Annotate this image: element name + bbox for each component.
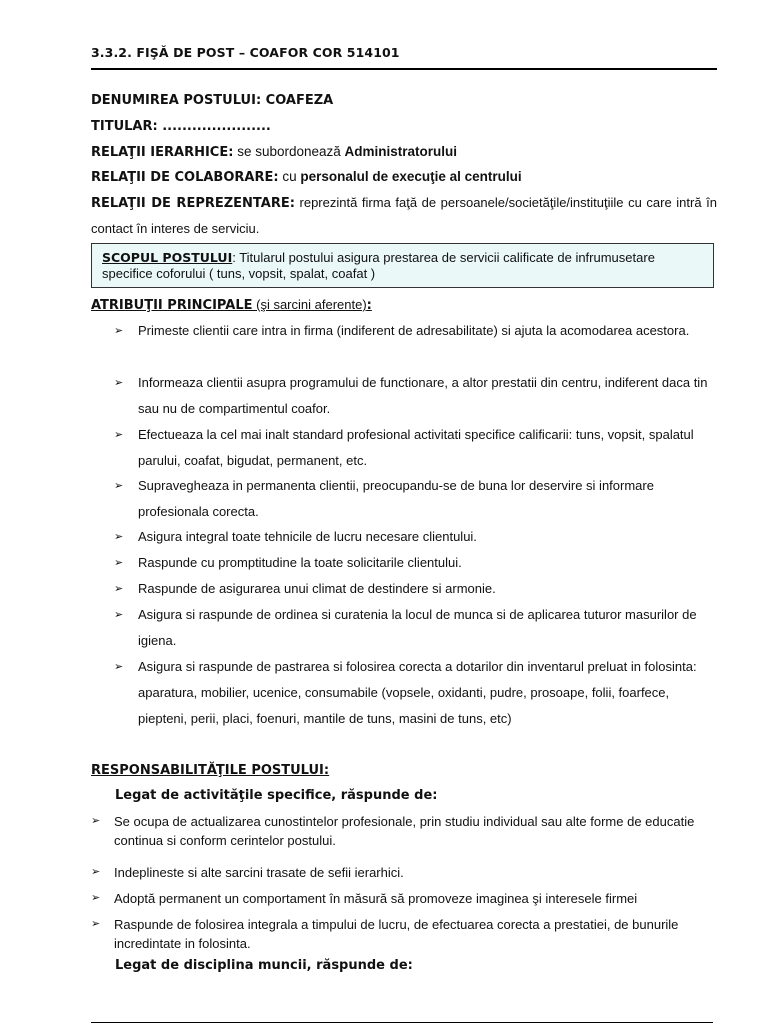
- field-label: RELAŢII IERARHICE:: [91, 145, 234, 160]
- bullet-arrow-icon: ➢: [91, 815, 101, 827]
- scope-text: : Titularul postului asigura prestarea de servicii calificate de infrumusetare specifice coforului ( tuns, vopsit, spalat, coafat ): [102, 250, 655, 281]
- field-relatii-ierarhice: [91, 144, 457, 160]
- list-item-text: Informeaza clientii asupra programului de functionare, a altor prestatii din centru, indiferent daca tin sau nu de compartimentul coafor.: [138, 375, 708, 416]
- list-item-text: Raspunde cu promptitudine la toate solicitarile clientului.: [138, 555, 462, 570]
- bullet-arrow-icon: ➢: [91, 918, 101, 930]
- subheading-activitati: Legat de activităţile specifice, răspunde de:: [115, 788, 438, 803]
- bullet-arrow-icon: ➢: [91, 892, 101, 904]
- list-item-text: Efectueaza la cel mai inalt standard profesional activitati specifice calificarii: tuns, vopsit, spalatul parului, coafat, bigudat, permanent, etc.: [138, 427, 694, 468]
- field-label: RELAŢII DE REPREZENTARE:: [91, 196, 295, 211]
- footer-divider: [91, 1022, 713, 1023]
- bullet-arrow-icon: ➢: [114, 480, 124, 492]
- subheading-disciplina: Legat de disciplina muncii, răspunde de:: [115, 958, 413, 973]
- list-item-text: Supravegheaza in permanenta clientii, preocupandu-se de buna lor deservire si informare profesionala corecta.: [138, 478, 654, 519]
- bullet-arrow-icon: ➢: [114, 531, 124, 543]
- list-item-text: Asigura integral toate tehnicile de lucru necesare clientului.: [138, 529, 477, 544]
- header-divider: [91, 68, 717, 70]
- scope-box: [91, 243, 714, 288]
- atributii-heading: [91, 297, 372, 313]
- field-text: cu: [278, 169, 301, 184]
- atributii-heading-colon: :: [366, 298, 372, 313]
- field-relatii-colaborare: [91, 169, 522, 185]
- responsabilitati-heading: RESPONSABILITĂŢILE POSTULUI:: [91, 763, 330, 778]
- bullet-arrow-icon: ➢: [114, 377, 124, 389]
- field-text: reprezintă firma faţă de persoanele/societăţile/instituţiile cu care intră în contact în interes de serviciu.: [91, 195, 717, 236]
- bullet-arrow-icon: ➢: [114, 557, 124, 569]
- bullet-arrow-icon: ➢: [114, 325, 124, 337]
- field-titular: TITULAR: ......................: [91, 119, 271, 134]
- list-item-text: Se ocupa de actualizarea cunostintelor profesionale, prin studiu individual sau alte forme de educatie continua si conform cerintelor postului.: [114, 814, 695, 848]
- bullet-arrow-icon: ➢: [91, 866, 101, 878]
- field-value: personalul de execuţie al centrului: [300, 169, 522, 184]
- field-relatii-reprezentare: [91, 190, 717, 241]
- field-value: Administratorului: [344, 144, 458, 159]
- field-label: RELAŢII DE COLABORARE:: [91, 170, 279, 185]
- bullet-arrow-icon: ➢: [114, 583, 124, 595]
- list-item-text: Indeplineste si alte sarcini trasate de sefii ierarhici.: [114, 865, 404, 880]
- list-item-text: Primeste clientii care intra in firma (indiferent de adresabilitate) si ajuta la acomodarea acestora.: [138, 323, 690, 338]
- atributii-heading-label: ATRIBUŢII PRINCIPALE: [91, 298, 253, 313]
- list-item-text: Raspunde de folosirea integrala a timpului de lucru, de efectuarea corecta a prestatiei, de bunurile incredintate in folosinta.: [114, 917, 679, 951]
- bullet-arrow-icon: ➢: [114, 609, 124, 621]
- field-denumire: DENUMIREA POSTULUI: COAFEZA: [91, 93, 334, 108]
- list-item-text: Raspunde de asigurarea unui climat de destindere si armonie.: [138, 581, 496, 596]
- bullet-arrow-icon: ➢: [114, 429, 124, 441]
- scope-label: SCOPUL POSTULUI: [102, 250, 233, 265]
- list-item-text: Adoptă permanent un comportament în măsură să promoveze imaginea şi interesele firmei: [114, 891, 638, 906]
- bullet-arrow-icon: ➢: [114, 661, 124, 673]
- list-item-text: Asigura si raspunde de ordinea si curatenia la locul de munca si de aplicarea tuturor masurilor de igiena.: [138, 607, 697, 648]
- field-text: se subordonează: [233, 144, 345, 159]
- document-title: 3.3.2. FIŞĂ DE POST – COAFOR COR 514101: [91, 45, 400, 60]
- atributii-heading-note: (şi sarcini aferente): [252, 297, 367, 312]
- list-item-text: Asigura si raspunde de pastrarea si folosirea corecta a dotarilor din inventarul preluat in folosinta: aparatura, mobilier, ucenice, consumabile (vopsele, oxidanti, pudre, prosoape, folii, foarfece, piepteni, perii, placi, foenuri, mantile de tuns, masini de tuns, etc): [138, 659, 697, 726]
